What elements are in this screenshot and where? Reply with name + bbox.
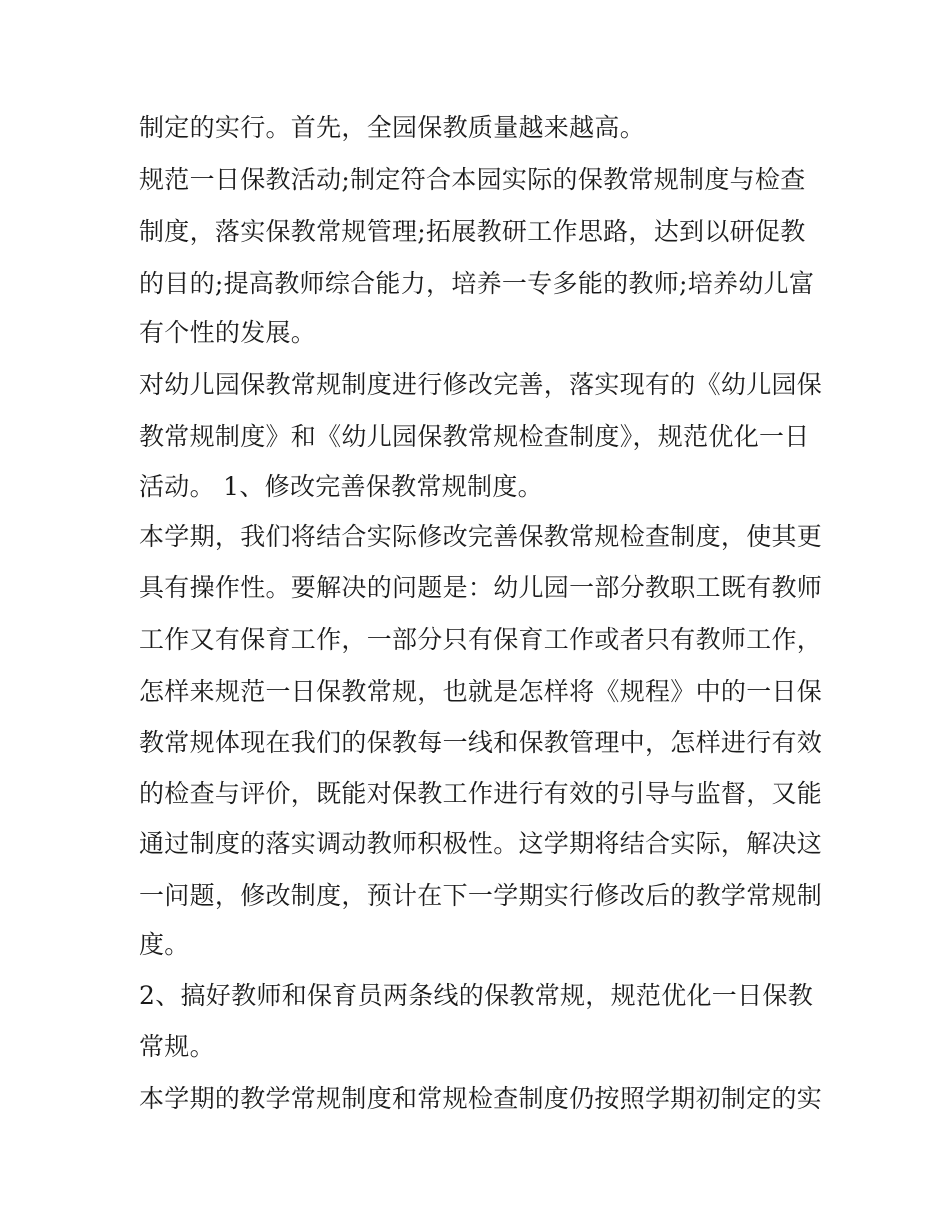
text-line: 规范一日保教活动;制定符合本园实际的保教常规制度与检查 [139,165,806,194]
text-line: 对幼儿园保教常规制度进行修改完善，落实现有的《幼儿园保 [139,370,823,399]
text-line: 活动。 1、修改完善保教常规制度。 [139,472,543,501]
text-line: 工作又有保育工作，一部分只有保育工作或者只有教师工作， [139,625,823,654]
text-line: 本学期，我们将结合实际修改完善保教常规检查制度，使其更 [139,522,823,551]
text-line: 制度，落实保教常规管理;拓展教研工作思路，达到以研促教 [139,217,806,246]
text-line: 教常规体现在我们的保教每一线和保教管理中，怎样进行有效 [139,728,823,757]
text-line: 的检查与评价，既能对保教工作进行有效的引导与监督，又能 [139,779,823,808]
text-line: 度。 [139,930,190,959]
text-line: 本学期的教学常规制度和常规检查制度仍按照学期初制定的实 [139,1084,823,1113]
text-line: 常规。 [139,1032,215,1061]
text-line: 通过制度的落实调动教师积极性。这学期将结合实际，解决这 [139,829,823,858]
text-line: 具有操作性。要解决的问题是：幼儿园一部分教职工既有教师 [139,573,823,602]
text-line: 怎样来规范一日保教常规，也就是怎样将《规程》中的一日保 [139,677,823,706]
text-line: 制定的实行。首先，全园保教质量越来越高。 [139,113,646,142]
text-line: 的目的;提高教师综合能力，培养一专多能的教师;培养幼儿富 [139,269,815,298]
text-line: 一问题，修改制度，预计在下一学期实行修改后的教学常规制 [139,881,823,910]
text-line: 教常规制度》和《幼儿园保教常规检查制度》，规范优化一日 [139,422,810,451]
text-line: 2、搞好教师和保育员两条线的保教常规，规范优化一日保教 [139,981,814,1010]
text-line: 有个性的发展。 [139,318,317,347]
